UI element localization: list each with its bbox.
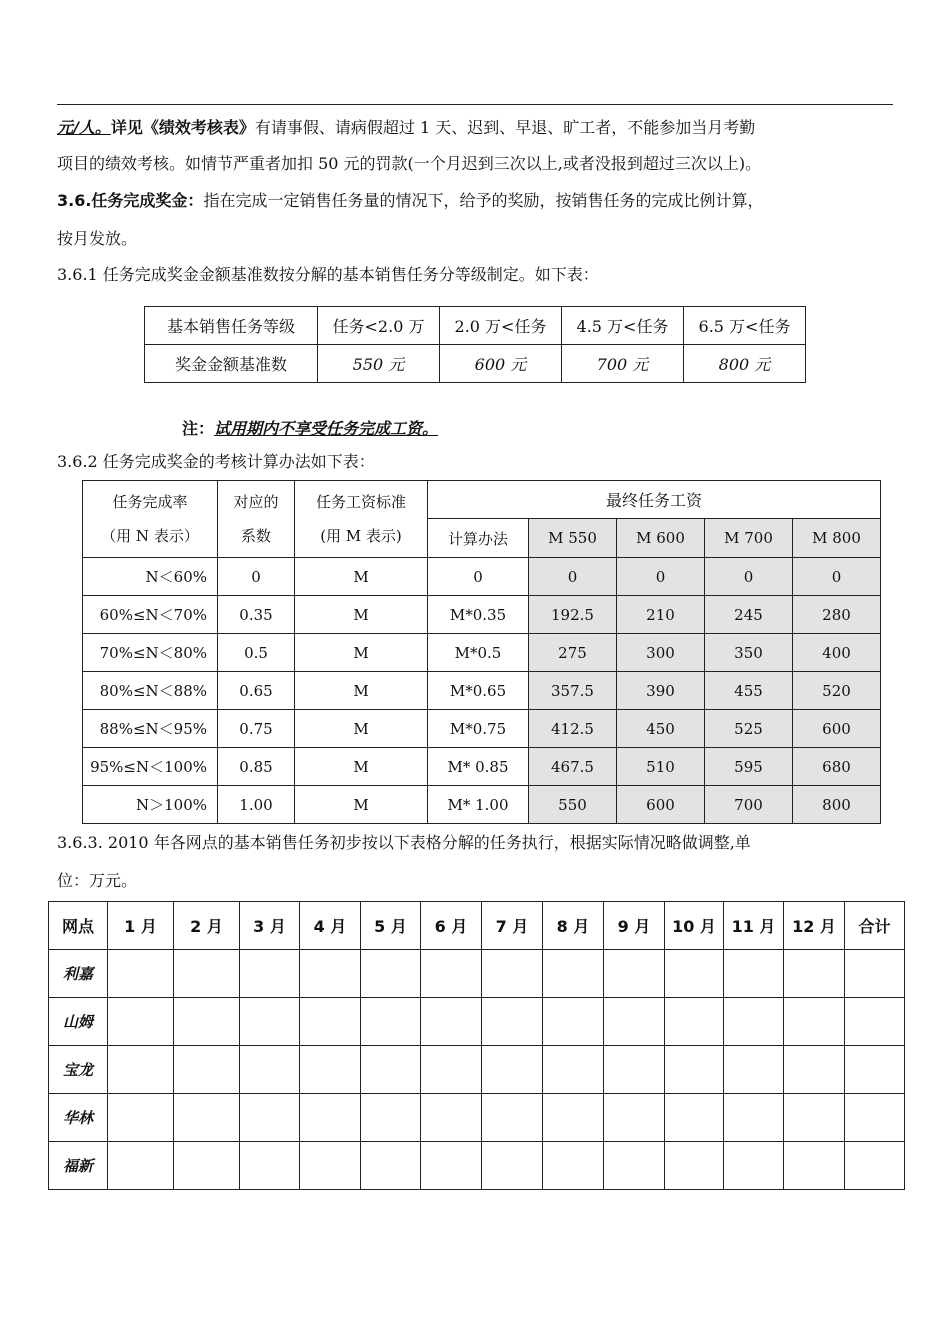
empty-cell (543, 998, 604, 1046)
table-cell: 70%≤N＜80% (83, 634, 218, 672)
table-cell: 600 (793, 710, 881, 748)
table-cell: 245 (705, 596, 793, 634)
empty-cell (174, 950, 240, 998)
empty-cell (665, 1094, 724, 1142)
paragraph-line: 项目的绩效考核。如情节严重者加扣 50 元的罚款(一个月迟到三次以上,或者没报到超过三次以上)。 (57, 154, 762, 173)
branch-name: 福新 (49, 1142, 108, 1190)
table-cell: 0.85 (218, 748, 295, 786)
table-row (49, 998, 905, 1046)
table-row (83, 596, 881, 634)
branch-name: 山姆 (49, 998, 108, 1046)
table-cell: 450 (617, 710, 705, 748)
empty-cell (724, 1094, 784, 1142)
empty-cell (724, 1046, 784, 1094)
table-row (83, 710, 881, 748)
empty-cell (543, 1094, 604, 1142)
table-cell: 88%≤N＜95% (83, 710, 218, 748)
table-cell: 2.0 万<任务 (440, 307, 562, 345)
table-cell: 0.35 (218, 596, 295, 634)
header-cell: 10 月 (665, 902, 724, 950)
table-cell: 0 (793, 558, 881, 596)
table-cell: 0.65 (218, 672, 295, 710)
branch-name: 华林 (49, 1094, 108, 1142)
header-cell: 6 月 (421, 902, 482, 950)
table-cell: 510 (617, 748, 705, 786)
empty-cell (482, 1046, 543, 1094)
note-label: 注： (182, 419, 215, 438)
table-cell: 275 (529, 634, 617, 672)
empty-cell (361, 998, 421, 1046)
table-cell: N＞100% (83, 786, 218, 824)
table-cell: 210 (617, 596, 705, 634)
table-body (83, 558, 881, 824)
empty-cell (543, 950, 604, 998)
table-cell: 任务<2.0 万 (318, 307, 440, 345)
table-cell: 550 (529, 786, 617, 824)
empty-cell (361, 1094, 421, 1142)
empty-cell (604, 1142, 665, 1190)
empty-cell (665, 1046, 724, 1094)
header-cell: 7 月 (482, 902, 543, 950)
unit-text: 元/人。 (57, 118, 111, 137)
table-cell: 412.5 (529, 710, 617, 748)
empty-cell (845, 950, 905, 998)
branch-target-table (48, 901, 905, 1190)
table-cell: 600 (617, 786, 705, 824)
empty-cell (361, 1046, 421, 1094)
table-row (83, 786, 881, 824)
paragraph-attendance (57, 118, 897, 138)
empty-cell (240, 998, 300, 1046)
table-cell: M*0.35 (428, 596, 529, 634)
empty-cell (724, 950, 784, 998)
empty-cell (784, 1142, 845, 1190)
subheader-cell: M 600 (617, 519, 705, 558)
header-cell: 9 月 (604, 902, 665, 950)
table-cell: 550 元 (318, 345, 440, 383)
table-cell: 1.00 (218, 786, 295, 824)
table-cell: 0 (218, 558, 295, 596)
empty-cell (421, 1094, 482, 1142)
empty-cell (784, 950, 845, 998)
table-cell: 192.5 (529, 596, 617, 634)
header-rule (57, 104, 893, 105)
empty-cell (108, 1094, 174, 1142)
empty-cell (421, 1142, 482, 1190)
header-cell: 5 月 (361, 902, 421, 950)
empty-cell (543, 1142, 604, 1190)
empty-cell (300, 1094, 361, 1142)
bonus-calc-table (82, 480, 881, 824)
table-cell: 0.5 (218, 634, 295, 672)
table-cell: 700 元 (562, 345, 684, 383)
table-cell: M* 0.85 (428, 748, 529, 786)
table-row (83, 748, 881, 786)
table-cell: 95%≤N＜100% (83, 748, 218, 786)
table-cell: 455 (705, 672, 793, 710)
empty-cell (240, 1094, 300, 1142)
empty-cell (604, 1046, 665, 1094)
table-cell: 600 元 (440, 345, 562, 383)
table-header-row (83, 481, 881, 519)
empty-cell (845, 1046, 905, 1094)
empty-cell (108, 950, 174, 998)
reference-text: 详见《绩效考核表》 (110, 118, 255, 137)
table-cell: 280 (793, 596, 881, 634)
table-cell: 0 (617, 558, 705, 596)
empty-cell (482, 1142, 543, 1190)
empty-cell (604, 950, 665, 998)
empty-cell (421, 998, 482, 1046)
table-cell: 467.5 (529, 748, 617, 786)
table-cell: M (295, 558, 428, 596)
empty-cell (361, 1142, 421, 1190)
table-cell: M (295, 786, 428, 824)
section-3-6-3: 3.6.3. 2010 年各网点的基本销售任务初步按以下表格分解的任务执行，根据实际情况略做调整,单 (57, 833, 751, 852)
branch-name: 宝龙 (49, 1046, 108, 1094)
table-cell: M* 1.00 (428, 786, 529, 824)
empty-cell (300, 1046, 361, 1094)
header-cell: 8 月 (543, 902, 604, 950)
table-cell: M (295, 748, 428, 786)
table-cell: 奖金金额基准数 (145, 345, 318, 383)
subheader-cell: M 800 (793, 519, 881, 558)
table-cell: 525 (705, 710, 793, 748)
table-row (83, 634, 881, 672)
table-cell: 0 (529, 558, 617, 596)
section-3-6-2: 3.6.2 任务完成奖金的考核计算办法如下表： (57, 452, 375, 471)
section-line: 按月发放。 (57, 229, 138, 248)
table-row (49, 1094, 905, 1142)
empty-cell (784, 1046, 845, 1094)
table-cell: M (295, 672, 428, 710)
table-cell: 595 (705, 748, 793, 786)
empty-cell (361, 950, 421, 998)
table-cell: 350 (705, 634, 793, 672)
empty-cell (108, 998, 174, 1046)
empty-cell (174, 1142, 240, 1190)
table-cell: M*0.5 (428, 634, 529, 672)
table-cell: 680 (793, 748, 881, 786)
empty-cell (543, 1046, 604, 1094)
empty-cell (300, 998, 361, 1046)
empty-cell (174, 1046, 240, 1094)
empty-cell (665, 950, 724, 998)
note-text: 试用期内不享受任务完成工资。 (214, 419, 439, 438)
table-cell: 6.5 万<任务 (684, 307, 806, 345)
table-cell: 357.5 (529, 672, 617, 710)
table-cell: 520 (793, 672, 881, 710)
empty-cell (784, 998, 845, 1046)
table-cell: 300 (617, 634, 705, 672)
section-3-6-1: 3.6.1 任务完成奖金金额基准数按分解的基本销售任务分等级制定。如下表： (57, 265, 599, 284)
empty-cell (240, 950, 300, 998)
empty-cell (240, 1142, 300, 1190)
table-cell: M (295, 634, 428, 672)
paragraph-text: 有请事假、请病假超过 1 天、迟到、早退、旷工者，不能参加当月考勤 (254, 118, 756, 137)
table-cell: M (295, 596, 428, 634)
empty-cell (845, 1094, 905, 1142)
branch-name: 利嘉 (49, 950, 108, 998)
header-cell: 11 月 (724, 902, 784, 950)
header-cell: 4 月 (300, 902, 361, 950)
empty-cell (240, 1046, 300, 1094)
table-row (145, 307, 806, 345)
empty-cell (482, 1094, 543, 1142)
header-cell: 合计 (845, 902, 905, 950)
table-body (49, 950, 905, 1190)
table-header-row (49, 902, 905, 950)
empty-cell (665, 998, 724, 1046)
header-cell: 3 月 (240, 902, 300, 950)
header-cell: 1 月 (108, 902, 174, 950)
empty-cell (845, 1142, 905, 1190)
header-cell: 12 月 (784, 902, 845, 950)
bonus-base-table (144, 306, 806, 383)
table-cell: 800 (793, 786, 881, 824)
table-row (49, 1142, 905, 1190)
table-row (145, 345, 806, 383)
header-final: 最终任务工资 (428, 481, 881, 519)
empty-cell (300, 1142, 361, 1190)
empty-cell (482, 998, 543, 1046)
table-cell: 80%≤N＜88% (83, 672, 218, 710)
empty-cell (784, 1094, 845, 1142)
table-cell: 800 元 (684, 345, 806, 383)
table-cell: 0.75 (218, 710, 295, 748)
empty-cell (174, 1094, 240, 1142)
table-cell: 0 (428, 558, 529, 596)
empty-cell (724, 1142, 784, 1190)
header-standard: 任务工资标准 (用 M 表示) (295, 481, 428, 558)
table-cell: M (295, 710, 428, 748)
empty-cell (174, 998, 240, 1046)
empty-cell (300, 950, 361, 998)
table-cell: 基本销售任务等级 (145, 307, 318, 345)
empty-cell (665, 1142, 724, 1190)
table-row (83, 672, 881, 710)
section-line: 位：万元。 (57, 871, 138, 890)
empty-cell (724, 998, 784, 1046)
table-cell: 390 (617, 672, 705, 710)
table-cell: 60%≤N＜70% (83, 596, 218, 634)
header-rate: 任务完成率 （用 N 表示） (83, 481, 218, 558)
empty-cell (845, 998, 905, 1046)
subheader-cell: M 700 (705, 519, 793, 558)
empty-cell (421, 1046, 482, 1094)
table-cell: 0 (705, 558, 793, 596)
header-cell: 2 月 (174, 902, 240, 950)
empty-cell (108, 1142, 174, 1190)
subheader-cell: 计算办法 (428, 519, 529, 558)
empty-cell (604, 1094, 665, 1142)
table-row (49, 950, 905, 998)
table-row (83, 558, 881, 596)
subheader-cell: M 550 (529, 519, 617, 558)
empty-cell (482, 950, 543, 998)
empty-cell (108, 1046, 174, 1094)
header-coef: 对应的 系数 (218, 481, 295, 558)
table-cell: 700 (705, 786, 793, 824)
trial-note (182, 416, 438, 439)
table-row (49, 1046, 905, 1094)
header-cell: 网点 (49, 902, 108, 950)
section-3-6 (57, 191, 897, 211)
table-cell: M*0.75 (428, 710, 529, 748)
section-text: 指在完成一定销售任务量的情况下，给予的奖励，按销售任务的完成比例计算， (203, 191, 764, 210)
table-cell: M*0.65 (428, 672, 529, 710)
empty-cell (604, 998, 665, 1046)
table-cell: 4.5 万<任务 (562, 307, 684, 345)
table-cell: 400 (793, 634, 881, 672)
table-cell: N＜60% (83, 558, 218, 596)
section-heading: 3.6.任务完成奖金： (57, 191, 204, 210)
empty-cell (421, 950, 482, 998)
